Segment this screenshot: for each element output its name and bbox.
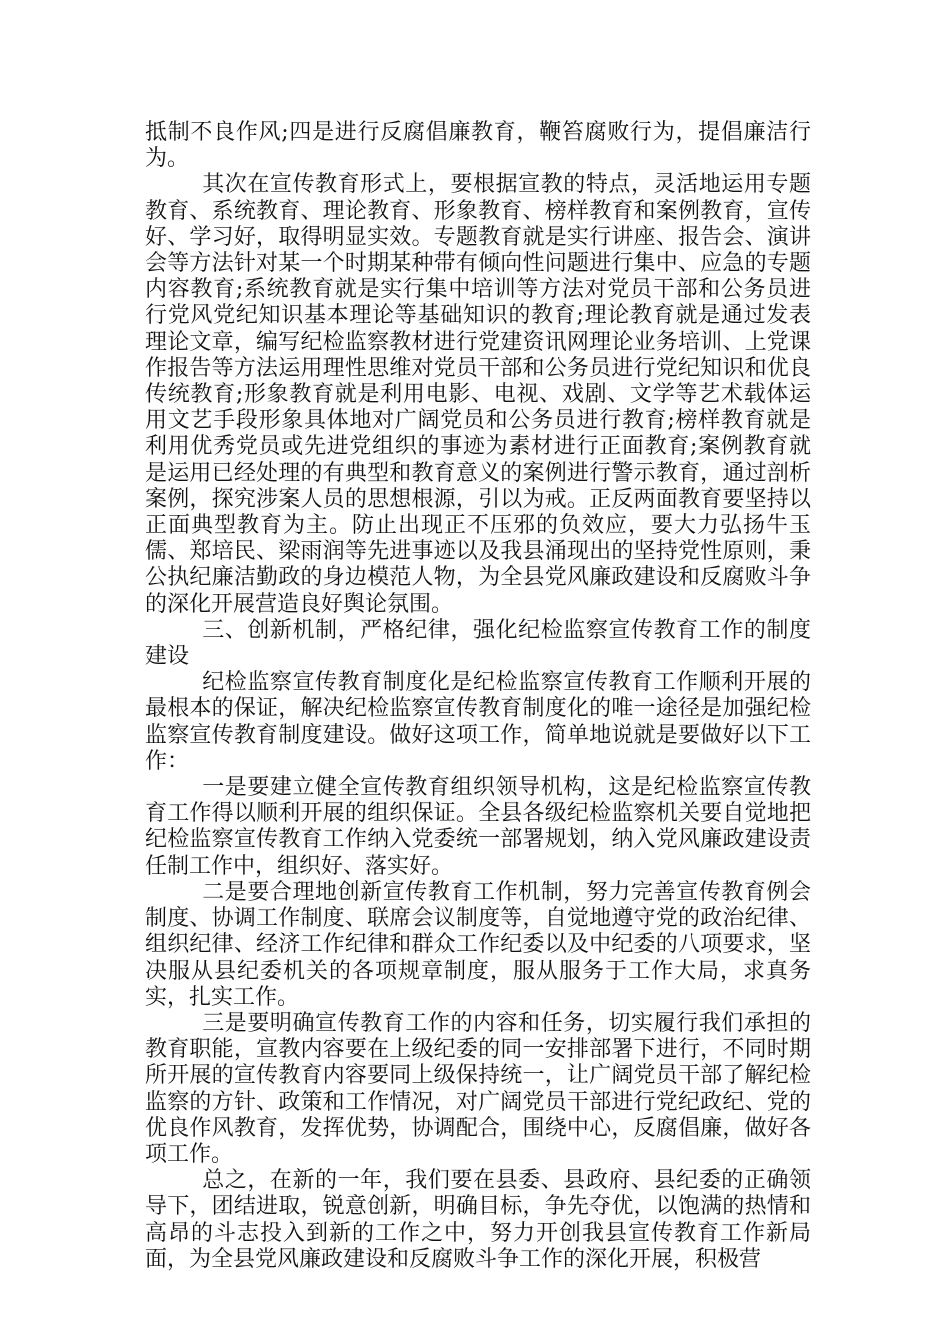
paragraph-institutionalization: 纪检监察宣传教育制度化是纪检监察宣传教育工作顺利开展的最根本的保证，解决纪检监察宣传教育制度化的唯一途径是加强纪检监察宣传教育制度建设。做好这项工作，简单地说就是要做好以下工作： (145, 670, 811, 774)
section-heading-three: 三、创新机制，严格纪律，强化纪检监察宣传教育工作的制度建设 (145, 617, 811, 670)
paragraph-point-three: 三是要明确宣传教育工作的内容和任务，切实履行我们承担的教育职能，宣教内容要在上级纪委的同一安排部署下进行，不同时期所开展的宣传教育内容要同上级保持统一，让广阔党员干部了解纪检监察的方针、政策和工作情况，对广阔党员干部进行党纪政纪、党的优良作风教育，发挥优势，协调配合，围绕中心，反腐倡廉，做好各项工作。 (145, 1010, 811, 1167)
paragraph-conclusion: 总之，在新的一年，我们要在县委、县政府、县纪委的正确领导下，团结进取，锐意创新，明确目标，争先夺优，以饱满的热情和高昂的斗志投入到新的工作之中，努力开创我县宣传教育工作新局面，为全县党风廉政建设和反腐败斗争工作的深化开展，积极营 (145, 1168, 811, 1272)
paragraph-education-forms: 其次在宣传教育形式上，要根据宣教的特点，灵活地运用专题教育、系统教育、理论教育、形象教育、榜样教育和案例教育，宣传好、学习好，取得明显实效。专题教育就是实行讲座、报告会、演讲会等方法针对某一个时期某种带有倾向性问题进行集中、应急的专题内容教育;系统教育就是实行集中培训等方法对党员干部和公务员进行党风党纪知识基本理论等基础知识的教育;理论教育就是通过发表理论文章，编写纪检监察教材进行党建资讯网理论业务培训、上党课作报告等方法运用理性思维对党员干部和公务员进行党纪知识和优良传统教育;形象教育就是利用电影、电视、戏剧、文学等艺术载体运用文艺手段形象具体地对广阔党员和公务员进行教育;榜样教育就是利用优秀党员或先进党组织的事迹为素材进行正面教育;案例教育就是运用已经处理的有典型和教育意义的案例进行警示教育，通过剖析案例，探究涉案人员的思想根源，引以为戒。正反两面教育要坚持以正面典型教育为主。防止出现正不压邪的负效应，要大力弘扬牛玉儒、郑培民、梁雨润等先进事迹以及我县涌现出的坚持党性原则，秉公执纪廉洁勤政的身边模范人物，为全县党风廉政建设和反腐败斗争的深化开展营造良好舆论氛围。 (145, 172, 811, 617)
paragraph-point-two: 二是要合理地创新宣传教育工作机制，努力完善宣传教育例会制度、协调工作制度、联席会议制度等，自觉地遵守党的政治纪律、组织纪律、经济工作纪律和群众工作纪委以及中纪委的八项要求，坚决服从县纪委机关的各项规章制度，服从服务于工作大局，求真务实，扎实工作。 (145, 879, 811, 1010)
document-page (145, 120, 811, 1273)
paragraph-point-one: 一是要建立健全宣传教育组织领导机构，这是纪检监察宣传教育工作得以顺利开展的组织保证。全县各级纪检监察机关要自觉地把纪检监察宣传教育工作纳入党委统一部署规划，纳入党风廉政建设责任制工作中，组织好、落实好。 (145, 775, 811, 879)
paragraph-continued: 抵制不良作风;四是进行反腐倡廉教育，鞭笞腐败行为，提倡廉洁行为。 (145, 120, 811, 172)
